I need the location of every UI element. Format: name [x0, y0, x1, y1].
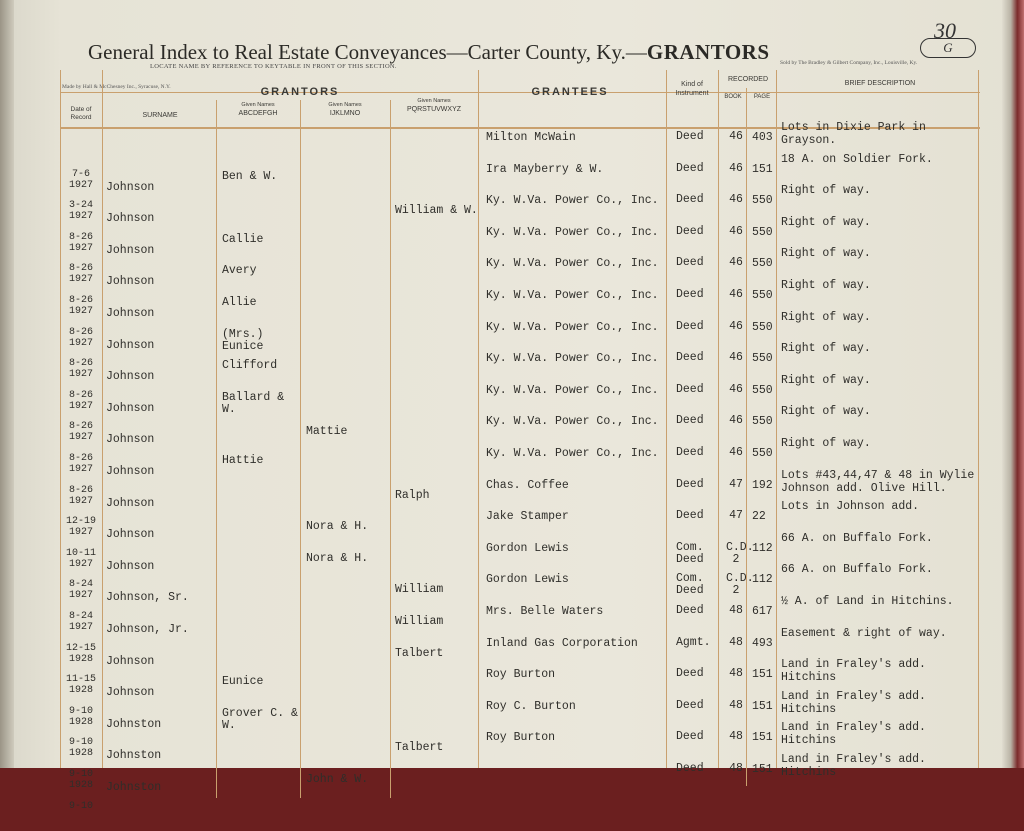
record-page: 22 — [752, 510, 766, 524]
record-book: 46 — [729, 224, 743, 238]
instrument-kind: Deed — [676, 351, 704, 365]
grantee-name: Ky. W.Va. Power Co., Inc. — [486, 289, 659, 302]
record-page: 550 — [752, 320, 773, 334]
header-g1: ABCDEFGH — [238, 110, 278, 117]
grantor-given-a-h: Ballard & W. — [222, 390, 285, 416]
record-date: 8-24 1927 — [68, 611, 93, 633]
record-page: 550 — [752, 289, 773, 302]
record-page: 151 — [752, 731, 773, 745]
brief-description: Right of way. — [781, 247, 871, 261]
brief-description: 66 A. on Buffalo Fork. — [781, 563, 933, 577]
header-book: BOOK — [724, 94, 742, 100]
grantee-name: Ky. W.Va. Power Co., Inc. — [486, 320, 659, 334]
instrument-kind: Com. Deed — [676, 540, 704, 566]
record-page: 151 — [752, 162, 773, 176]
instrument-kind: Deed — [676, 382, 704, 396]
record-book: 47 — [729, 509, 743, 523]
grantor-given-p-z: Talbert — [395, 646, 444, 660]
record-book: 46 — [729, 319, 743, 333]
brief-description: Right of way. — [781, 373, 871, 387]
header-grantors: GRANTORS — [260, 86, 340, 98]
record-book: 48 — [729, 730, 743, 744]
grantor-given-a-h: Callie — [222, 232, 264, 246]
grantee-name: Ira Mayberry & W. — [486, 162, 604, 176]
grantor-surname: Johnston — [106, 781, 162, 794]
instrument-kind: Deed — [676, 193, 704, 207]
table-row — [0, 799, 1024, 831]
grantor-given-a-h: Ben & W. — [222, 169, 278, 183]
grantee-name: Ky. W.Va. Power Co., Inc. — [486, 194, 659, 208]
record-book: 46 — [729, 256, 743, 270]
grantor-given-a-h: Avery — [222, 264, 257, 278]
record-date: 8-26 1927 — [68, 326, 93, 349]
page-subtitle: LOCATE NAME BY REFERENCE TO KEYTABLE IN FRONT OF THIS SECTION. — [150, 63, 397, 70]
grantor-surname: Johnson — [106, 212, 155, 226]
grantor-given-p-z: William — [395, 583, 444, 597]
brief-description: Land in Fraley's add. Hitchins — [781, 721, 926, 748]
record-date: 7-6 1927 — [68, 168, 93, 191]
brief-description: Lots in Dixie Park in Grayson. — [781, 121, 926, 147]
instrument-kind: Com. Deed — [676, 572, 704, 598]
instrument-kind: Deed — [676, 762, 704, 775]
grantor-surname: Johnson, Sr. — [106, 591, 189, 605]
grantor-surname: Johnston — [106, 749, 162, 763]
brief-description: Right of way. — [781, 279, 871, 292]
grantee-name: Roy Burton — [486, 731, 556, 745]
record-date: 9-10 1928 — [68, 705, 93, 728]
grantor-given-a-h: Clifford — [222, 359, 278, 373]
record-book: 46 — [729, 446, 743, 459]
grantor-surname: Johnson — [106, 433, 155, 447]
brief-description: Right of way. — [781, 184, 871, 198]
grantee-name: Ky. W.Va. Power Co., Inc. — [486, 225, 659, 239]
record-book: 46 — [729, 161, 743, 175]
record-page: 550 — [752, 257, 773, 271]
grantor-surname: Johnson — [106, 401, 155, 415]
record-page: 112 — [752, 541, 773, 555]
grantee-name: Milton McWain — [486, 131, 576, 144]
instrument-kind: Deed — [676, 224, 704, 238]
grantor-surname: Johnson — [106, 654, 155, 668]
record-book: 48 — [729, 762, 743, 775]
record-page: 550 — [752, 383, 773, 397]
record-page: 403 — [752, 131, 773, 144]
grantor-surname: Johnson — [106, 370, 155, 384]
header-page: PAGE — [753, 94, 771, 100]
grantor-given-a-h: Eunice — [222, 675, 264, 689]
brief-description: 18 A. on Soldier Fork. — [781, 152, 933, 166]
grantor-given-a-h: Hattie — [222, 454, 264, 467]
brief-description: Land in Fraley's add. Hitchins — [781, 689, 926, 716]
record-book: 46 — [729, 288, 743, 301]
header-given-names: Given Names — [241, 102, 275, 108]
grantor-given-p-z: Ralph — [395, 488, 430, 502]
record-book: 48 — [729, 604, 743, 617]
instrument-kind: Deed — [676, 698, 704, 712]
grantee-name: Ky. W.Va. Power Co., Inc. — [486, 447, 659, 460]
instrument-kind: Deed — [676, 130, 704, 143]
record-page: 493 — [752, 636, 773, 650]
instrument-kind: Deed — [676, 288, 704, 301]
record-date: 9-10 1928 — [68, 737, 93, 760]
grantee-name: Inland Gas Corporation — [486, 636, 638, 650]
page-letter: G — [920, 38, 976, 58]
header-given-names: Given Names — [328, 102, 362, 108]
grantee-name: Ky. W.Va. Power Co., Inc. — [486, 415, 659, 429]
grantor-surname: Johnson — [106, 465, 155, 478]
header-g2: IJKLMNO — [329, 110, 361, 117]
record-book: 48 — [729, 635, 743, 649]
instrument-kind: Deed — [676, 414, 704, 428]
record-date: 8-26 1927 — [68, 358, 93, 381]
record-date: 8-26 1927 — [68, 231, 93, 254]
record-page: 192 — [752, 478, 773, 492]
instrument-kind: Deed — [676, 509, 704, 523]
header-kind: Kind of Instrument — [675, 81, 709, 97]
instrument-kind: Deed — [676, 730, 704, 744]
instrument-kind: Deed — [676, 161, 704, 175]
grantee-name: Ky. W.Va. Power Co., Inc. — [486, 383, 659, 397]
instrument-kind: Deed — [676, 256, 704, 270]
record-date: 12-19 1927 — [65, 516, 96, 539]
record-book: 48 — [729, 667, 743, 681]
record-page: 151 — [752, 763, 773, 776]
record-book: 46 — [729, 414, 743, 428]
record-page: 617 — [752, 605, 773, 618]
record-date: 8-24 1927 — [68, 579, 93, 602]
brief-description: Easement & right of way. — [781, 626, 947, 640]
record-book: C.D. 2 — [726, 572, 754, 598]
record-page: 151 — [752, 699, 773, 713]
grantee-name: Ky. W.Va. Power Co., Inc. — [486, 352, 659, 366]
brief-description: Right of way. — [781, 405, 871, 419]
grantee-name: Jake Stamper — [486, 510, 569, 524]
record-page: 112 — [752, 573, 773, 587]
record-date: 8-26 1927 — [68, 484, 93, 507]
grantor-surname: Johnson — [106, 559, 155, 573]
record-date: 10-11 1927 — [65, 547, 96, 570]
brief-description: Land in Fraley's add. Hitchins — [781, 658, 926, 685]
record-book: 46 — [729, 193, 743, 207]
grantor-given-p-z: Talbert — [395, 741, 444, 755]
record-page: 550 — [752, 352, 773, 366]
grantor-surname: Johnson — [106, 275, 155, 289]
record-date: 11-15 1928 — [65, 674, 96, 697]
record-date: 8-26 1927 — [68, 453, 93, 475]
header-g3: PQRSTUVWXYZ — [406, 106, 462, 113]
grantee-name: Gordon Lewis — [486, 541, 569, 555]
brief-description: Land in Fraley's add. Hitchins — [781, 753, 926, 779]
record-book: 46 — [729, 351, 743, 365]
grantee-name: Gordon Lewis — [486, 573, 569, 587]
header-recorded: RECORDED — [727, 76, 769, 83]
record-date: 8-26 1927 — [68, 263, 93, 286]
record-date: 9-10 — [68, 800, 93, 812]
table-row — [0, 753, 1024, 799]
grantor-given-p-z: William — [395, 615, 444, 628]
brief-description: Right of way. — [781, 215, 871, 229]
record-date: 3-24 1927 — [68, 200, 93, 223]
grantee-name: Mrs. Belle Waters — [486, 605, 604, 618]
grantor-given-i-o: Nora & H. — [306, 551, 369, 565]
record-book: 46 — [729, 130, 743, 143]
grantor-surname: Johnson — [106, 496, 155, 510]
grantor-surname: Johnson — [106, 307, 155, 320]
brief-description: Lots in Johnson add. — [781, 500, 920, 514]
record-page: 550 — [752, 415, 773, 429]
publisher-left: Made by Hall & McChesney Inc., Syracuse, N.Y. — [62, 84, 171, 90]
grantor-given-a-h: Allie — [222, 296, 257, 309]
header-description: BRIEF DESCRIPTION — [844, 80, 916, 87]
record-book: 48 — [729, 698, 743, 712]
grantor-surname: Johnston — [106, 717, 162, 731]
brief-description: Lots #43,44,47 & 48 in Wylie Johnson add. Olive Hill. — [781, 468, 975, 495]
record-date: 9-10 1928 — [68, 769, 93, 791]
grantor-surname: Johnson — [106, 686, 155, 700]
grantor-surname: Johnson — [106, 243, 155, 257]
record-book: 47 — [729, 477, 743, 491]
instrument-kind: Deed — [676, 477, 704, 491]
record-page: 151 — [752, 668, 773, 682]
record-page: 550 — [752, 194, 773, 208]
grantor-surname: Johnson — [106, 180, 155, 194]
publisher-right: Sold by The Bradley & Gilbert Company, Inc., Louisville, Ky. — [780, 60, 918, 66]
record-book: 46 — [729, 382, 743, 396]
record-date: 8-26 1927 — [68, 295, 93, 317]
page-number: 30 — [934, 18, 956, 43]
header-grantees: GRANTEES — [531, 86, 609, 98]
grantee-name: Chas. Coffee — [486, 478, 569, 492]
grantor-given-i-o: Mattie — [306, 425, 348, 439]
instrument-kind: Deed — [676, 319, 704, 333]
record-page: 550 — [752, 225, 773, 239]
brief-description: 66 A. on Buffalo Fork. — [781, 531, 933, 545]
grantee-name: Ky. W.Va. Power Co., Inc. — [486, 257, 659, 271]
brief-description: Right of way. — [781, 310, 871, 324]
record-book: C.D. 2 — [726, 540, 754, 566]
header-date: Date of Record — [70, 106, 92, 121]
grantor-surname: Johnson — [106, 338, 155, 352]
brief-description: ½ A. of Land in Hitchins. — [781, 595, 954, 608]
instrument-kind: Deed — [676, 604, 704, 617]
page-title: General Index to Real Estate Conveyances—Carter County, Ky.—GRANTORS — [88, 40, 770, 64]
record-date: 12-15 1928 — [65, 642, 96, 665]
header-given-names: Given Names — [417, 98, 451, 104]
grantor-given-i-o: Nora & H. — [306, 520, 369, 534]
grantor-given-p-z: William & W. — [395, 204, 478, 218]
instrument-kind: Agmt. — [676, 635, 711, 649]
grantor-given-a-h: Grover C. & W. — [222, 706, 298, 732]
grantor-surname: Johnson — [106, 528, 155, 542]
record-date: 8-26 1927 — [68, 389, 93, 412]
instrument-kind: Deed — [676, 446, 704, 459]
grantee-name: Roy C. Burton — [486, 699, 576, 713]
record-page: 550 — [752, 447, 773, 460]
instrument-kind: Deed — [676, 667, 704, 681]
grantor-given-a-h: (Mrs.) Eunice — [222, 327, 264, 353]
grantee-name: Roy Burton — [486, 668, 556, 682]
grantor-surname: Johnson, Jr. — [106, 623, 189, 636]
brief-description: Right of way. — [781, 342, 871, 356]
record-date: 8-26 1927 — [68, 421, 93, 444]
header-surname: SURNAME — [142, 112, 178, 119]
grantor-given-i-o: John & W. — [306, 773, 369, 786]
brief-description: Right of way. — [781, 437, 871, 450]
